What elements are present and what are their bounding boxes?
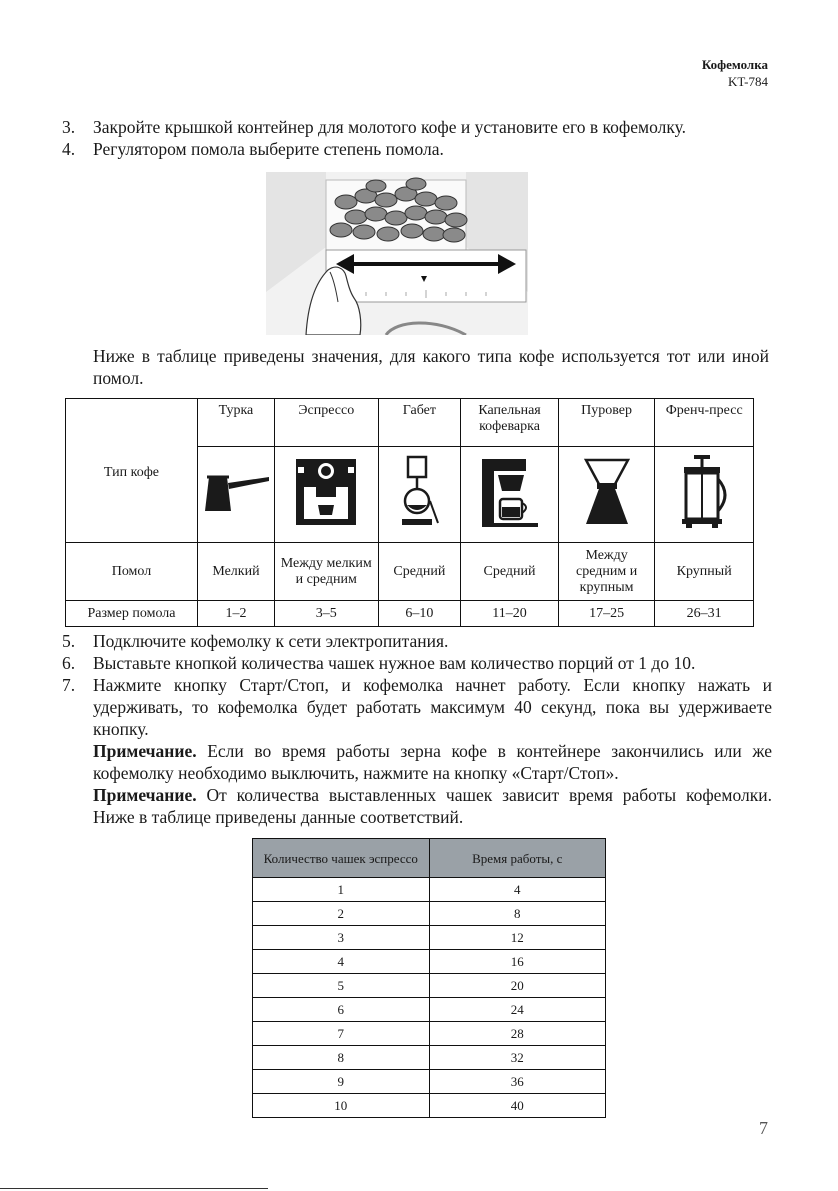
time-cell: 36: [429, 1070, 605, 1094]
steps-bottom: [62, 630, 772, 828]
grind-intro: Ниже в таблице приведены значения, для какого типа кофе используется тот или иной помол.: [93, 346, 769, 388]
cups-cell: 1: [253, 878, 430, 902]
grind-label: Помол: [66, 543, 198, 601]
note-1: [62, 740, 772, 784]
grind-value: Мелкий: [197, 543, 274, 601]
footer-rule: [0, 1188, 268, 1189]
step-text: Выставьте кнопкой количества чашек нужное вам количество порций от 1 до 10.: [93, 653, 696, 673]
note-label: Примечание.: [93, 741, 197, 761]
table-row: [253, 950, 606, 974]
grind-value: Крупный: [655, 543, 754, 601]
grind-value: Средний: [461, 543, 559, 601]
step-number: 6.: [62, 653, 76, 673]
brand-name: Кофемолка: [701, 57, 768, 72]
table-row: [253, 878, 606, 902]
cups-cell: 5: [253, 974, 430, 998]
time-cell: 28: [429, 1022, 605, 1046]
grind-regulator-illustration: [266, 172, 528, 335]
time-cell: 32: [429, 1046, 605, 1070]
step-number: 4.: [62, 139, 76, 159]
grind-size-value: 26–31: [655, 601, 754, 627]
note-text: Если во время работы зерна кофе в контейнере закончились или же кофемолку необходимо выключить, нажмите на кнопку «Старт/Стоп».: [93, 741, 772, 783]
step-7: [62, 674, 772, 740]
coffee-type-siphon: Габет: [378, 399, 461, 447]
grind-size-value: 6–10: [378, 601, 461, 627]
espresso-machine-icon: [274, 447, 378, 543]
time-cell: 40: [429, 1094, 605, 1118]
grind-value: Между средним и крупным: [558, 543, 655, 601]
time-cell: 24: [429, 998, 605, 1022]
pour-over-icon: [558, 447, 655, 543]
table-row: [253, 902, 606, 926]
cups-cell: 9: [253, 1070, 430, 1094]
cezve-icon: [197, 447, 274, 543]
table-row: [253, 998, 606, 1022]
drip-coffee-maker-icon: [461, 447, 559, 543]
page-number: 7: [759, 1118, 768, 1138]
note-2: [62, 784, 772, 828]
table-row: [253, 1046, 606, 1070]
coffee-type-french-press: Френч-пресс: [655, 399, 754, 447]
grind-value: Между мелким и средним: [274, 543, 378, 601]
coffee-type-label: Тип кофе: [66, 399, 198, 543]
step-text: Закройте крышкой контейнер для молотого кофе и установите его в кофемолку.: [93, 117, 686, 137]
siphon-icon: [378, 447, 461, 543]
cups-cell: 8: [253, 1046, 430, 1070]
step-4: [62, 138, 772, 160]
coffee-type-drip: Капельная кофеварка: [461, 399, 559, 447]
grind-size-value: 1–2: [197, 601, 274, 627]
grind-table: [65, 398, 754, 627]
time-cell: 12: [429, 926, 605, 950]
step-number: 3.: [62, 117, 76, 137]
cups-cell: 3: [253, 926, 430, 950]
step-text: Регулятором помола выберите степень помола.: [93, 139, 444, 159]
french-press-icon: [655, 447, 754, 543]
grind-size-value: 3–5: [274, 601, 378, 627]
step-3: [62, 116, 772, 138]
model-number: KT-784: [728, 74, 768, 89]
coffee-type-pourover: Пуровер: [558, 399, 655, 447]
step-text: Нажмите кнопку Старт/Стоп, и кофемолка начнет работу. Если кнопку нажать и удерживать, то кофемолка будет работать максимум 40 секунд, пока вы удерживаете кнопку.: [93, 675, 772, 739]
steps-top: [62, 116, 772, 160]
table-row: [253, 1094, 606, 1118]
time-cell: 16: [429, 950, 605, 974]
table-row: [253, 974, 606, 998]
cups-cell: 7: [253, 1022, 430, 1046]
grind-size-label: Размер помола: [66, 601, 198, 627]
step-text: Подключите кофемолку к сети электропитания.: [93, 631, 449, 651]
cups-time-table: [252, 838, 606, 1118]
cups-cell: 2: [253, 902, 430, 926]
coffee-type-espresso: Эспрессо: [274, 399, 378, 447]
time-cell: 4: [429, 878, 605, 902]
grind-size-value: 11–20: [461, 601, 559, 627]
table-row: [253, 926, 606, 950]
step-5: [62, 630, 772, 652]
cups-column-header: Количество чашек эспрессо: [253, 839, 430, 878]
cups-cell: 10: [253, 1094, 430, 1118]
cups-cell: 6: [253, 998, 430, 1022]
cups-cell: 4: [253, 950, 430, 974]
step-6: [62, 652, 772, 674]
note-label: Примечание.: [93, 785, 197, 805]
page-header: [702, 56, 768, 90]
grind-value: Средний: [378, 543, 461, 601]
grind-size-value: 17–25: [558, 601, 655, 627]
time-column-header: Время работы, с: [429, 839, 605, 878]
table-row: [253, 1070, 606, 1094]
coffee-type-turka: Турка: [197, 399, 274, 447]
time-cell: 20: [429, 974, 605, 998]
step-number: 7.: [62, 675, 76, 695]
note-text: От количества выставленных чашек зависит время работы кофемолки. Ниже в таблице приведены данные соответствий.: [93, 785, 772, 827]
table-row: [253, 1022, 606, 1046]
time-cell: 8: [429, 902, 605, 926]
step-number: 5.: [62, 631, 76, 651]
